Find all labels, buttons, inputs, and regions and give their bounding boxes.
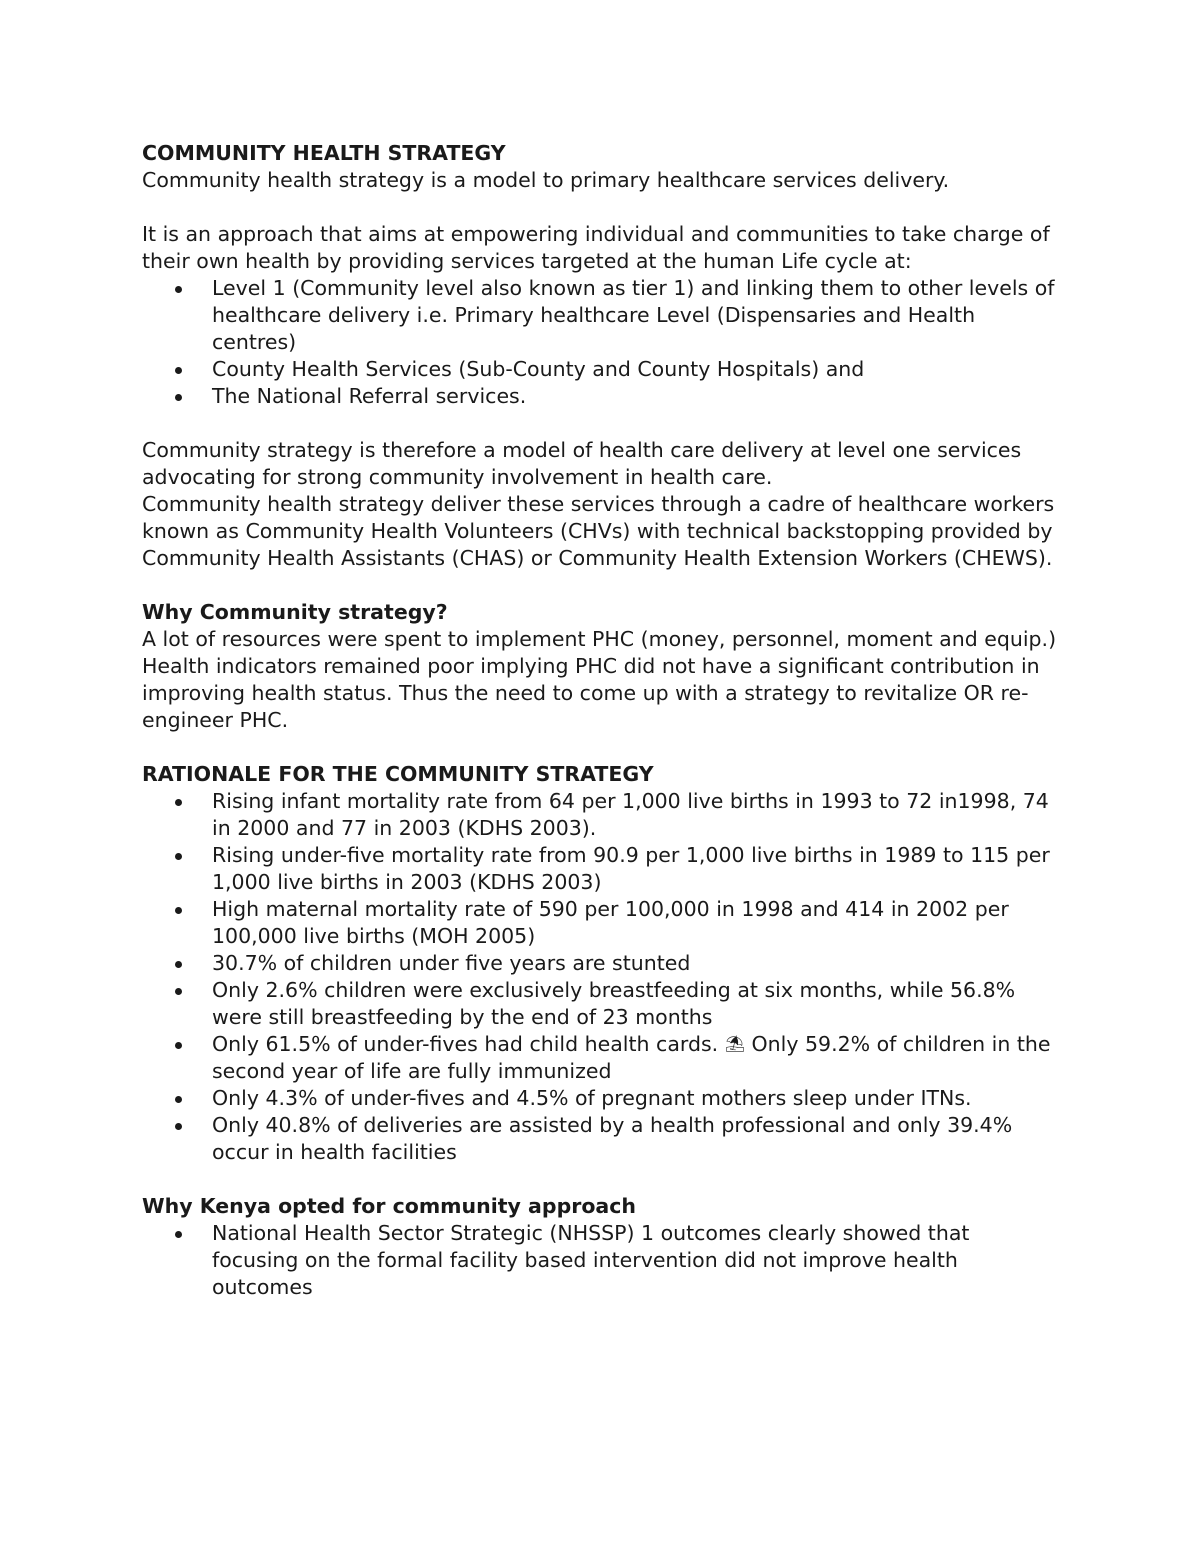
kenya-list (142, 1220, 1062, 1301)
blank-line (142, 410, 1062, 437)
list-item: Rising under-five mortality rate from 90.9 per 1,000 live births in 1989 to 115 per 1,000 live births in 2003 (KDHS 2003) (142, 842, 1062, 896)
list-item: Only 40.8% of deliveries are assisted by a health professional and only 39.4% occur in health facilities (142, 1112, 1062, 1166)
levels-list (142, 275, 1062, 410)
why-heading: Why Community strategy? (142, 600, 448, 624)
bullet-icon (175, 1096, 182, 1103)
bullet-icon (175, 1123, 182, 1130)
list-item: Only 2.6% children were exclusively breastfeeding at six months, while 56.8% were still breastfeeding by the end of 23 months (142, 977, 1062, 1031)
bullet-icon (175, 1042, 182, 1049)
list-item: County Health Services (Sub-County and County Hospitals) and (142, 356, 1062, 383)
list-item: Only 4.3% of under-fives and 4.5% of pregnant mothers sleep under ITNs. (142, 1085, 1062, 1112)
list-item: 30.7% of children under five years are stunted (142, 950, 1062, 977)
umbrella-icon: ⛱ (724, 1034, 745, 1053)
bullet-icon (175, 907, 182, 914)
list-item: National Health Sector Strategic (NHSSP) 1 outcomes clearly showed that focusing on the formal facility based intervention did not improve health outcomes (142, 1220, 1062, 1301)
why-paragraph-1: A lot of resources were spent to implement PHC (money, personnel, moment and equip.) (142, 627, 1057, 651)
kenya-heading: Why Kenya opted for community approach (142, 1194, 637, 1218)
blank-line (142, 1166, 1062, 1193)
strategy-paragraph-1: Community strategy is therefore a model of health care delivery at level one services advocating for strong community involvement in health care. (142, 438, 1022, 489)
blank-line (142, 734, 1062, 761)
list-item: Rising infant mortality rate from 64 per 1,000 live births in 1993 to 72 in1998, 74 in 2000 and 77 in 2003 (KDHS 2003). (142, 788, 1062, 842)
bullet-icon (175, 286, 182, 293)
bullet-icon (175, 961, 182, 968)
bullet-icon (175, 1231, 182, 1238)
blank-line (142, 572, 1062, 599)
list-item: Only 61.5% of under-fives had child health cards. ⛱ Only 59.2% of children in the second year of life are fully immunized (142, 1031, 1062, 1085)
bullet-icon (175, 394, 182, 401)
strategy-paragraph-2: Community health strategy deliver these services through a cadre of healthcare workers known as Community Health Volunteers (CHVs) with technical backstopping provided by Community Health Assistants (CHAS) or Community Health Extension Workers (CHEWS). (142, 492, 1055, 570)
document-title: COMMUNITY HEALTH STRATEGY (142, 141, 506, 165)
approach-paragraph: It is an approach that aims at empowering individual and communities to take charge of their own health by providing services targeted at the human Life cycle at: (142, 222, 1050, 273)
bullet-icon (175, 367, 182, 374)
document-page (142, 140, 1062, 1301)
rationale-heading: RATIONALE FOR THE COMMUNITY STRATEGY (142, 762, 654, 786)
list-item: High maternal mortality rate of 590 per 100,000 in 1998 and 414 in 2002 per 100,000 live births (MOH 2005) (142, 896, 1062, 950)
list-item: Level 1 (Community level also known as tier 1) and linking them to other levels of healthcare delivery i.e. Primary healthcare Level (Dispensaries and Health centres) (142, 275, 1062, 356)
why-paragraph-2: Health indicators remained poor implying PHC did not have a significant contribution in improving health status. Thus the need to come up with a strategy to revitalize OR re-engineer PHC. (142, 654, 1040, 732)
bullet-icon (175, 799, 182, 806)
bullet-icon (175, 853, 182, 860)
list-item: The National Referral services. (142, 383, 1062, 410)
intro-paragraph: Community health strategy is a model to primary healthcare services delivery. (142, 168, 950, 192)
blank-line (142, 194, 1062, 221)
rationale-list (142, 788, 1062, 1166)
bullet-icon (175, 988, 182, 995)
